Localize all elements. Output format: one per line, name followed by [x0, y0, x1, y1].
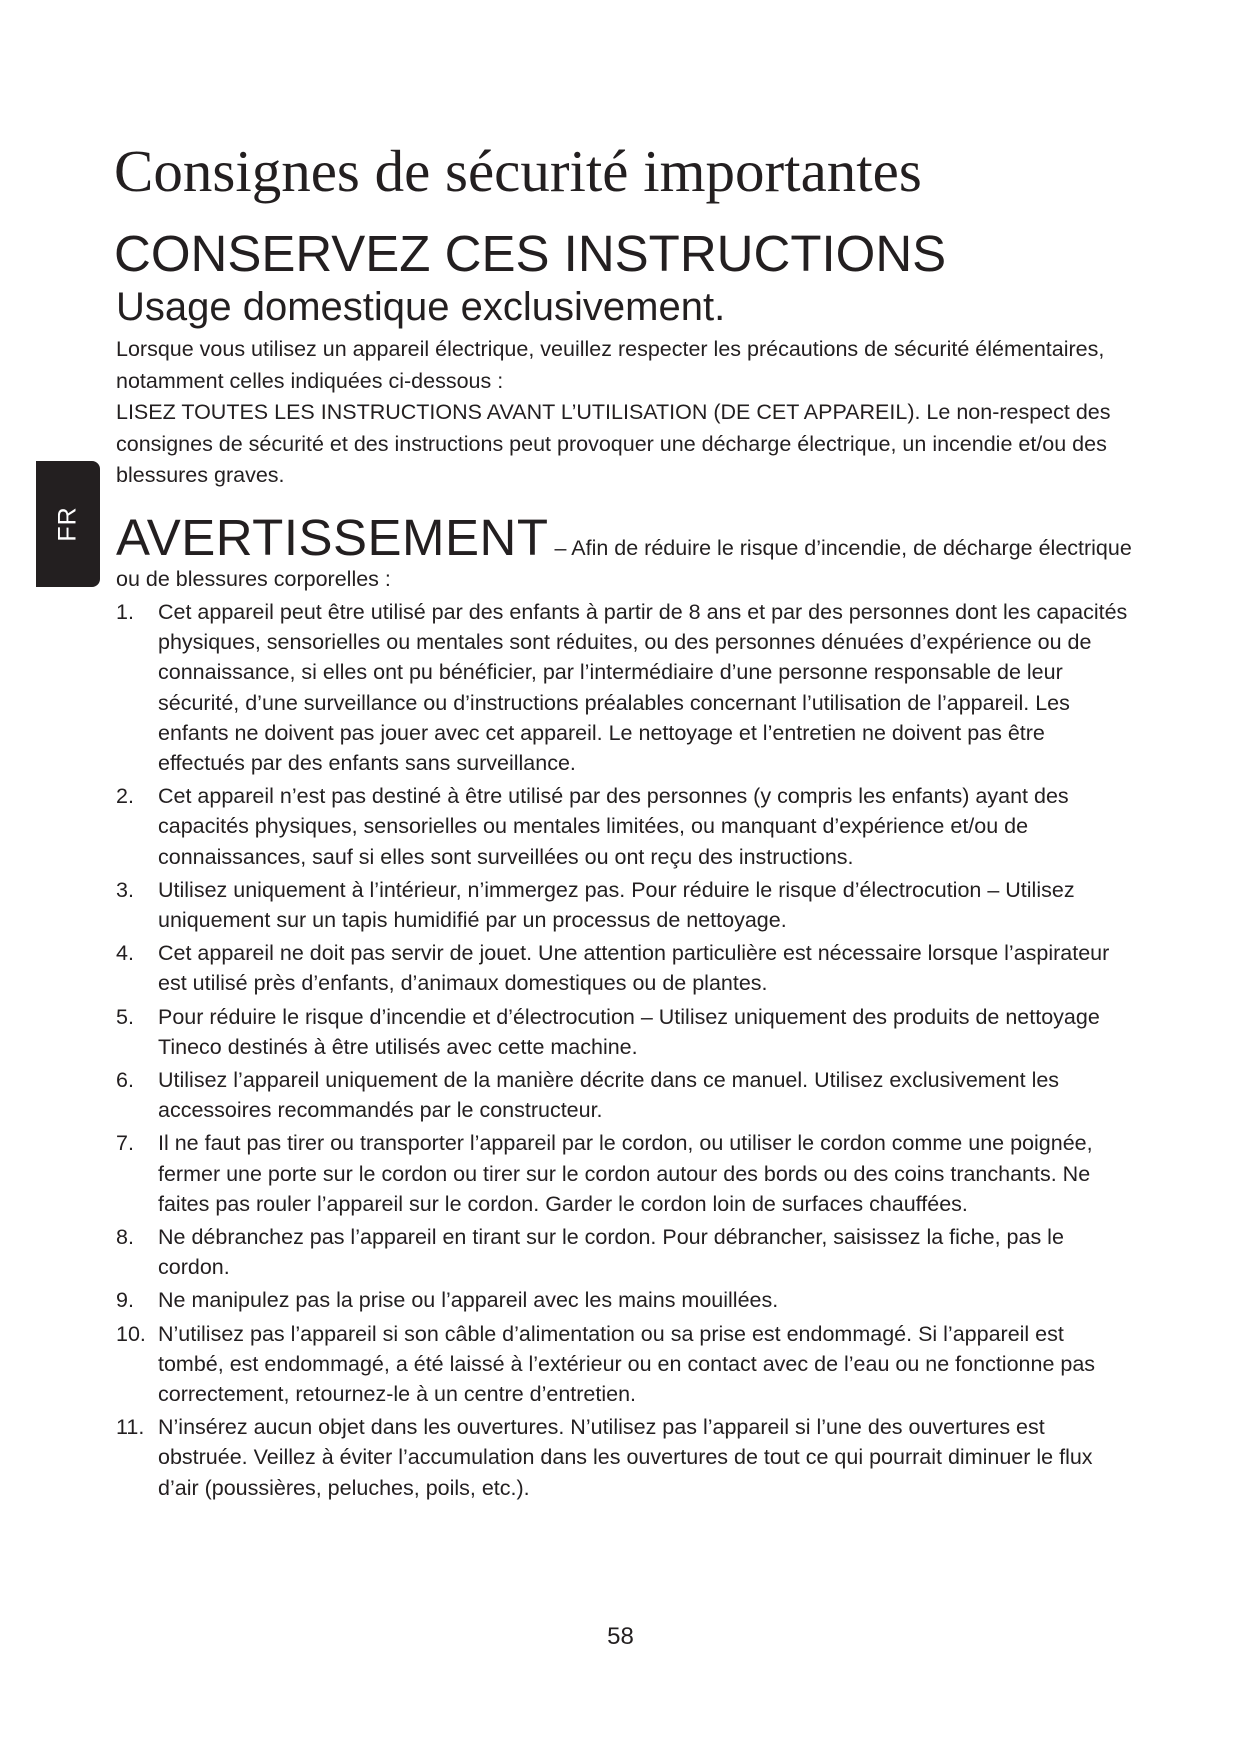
list-item-number: 8. [116, 1225, 134, 1250]
language-tab [36, 461, 100, 587]
page-number: 58 [607, 1623, 634, 1650]
list-item-text: Ne débranchez pas l’appareil en tirant sur le cordon. Pour débrancher, saisissez la fiche, pas le cordon. [158, 1225, 1064, 1280]
list-item-text: Pour réduire le risque d’incendie et d’électrocution – Utilisez uniquement des produits de nettoyage Tineco destinés à être utilisés avec cette machine. [158, 1004, 1100, 1059]
list-item-number: 9. [116, 1288, 134, 1313]
list-item [116, 1285, 1128, 1315]
list-item-number: 10. [116, 1321, 146, 1346]
list-item [116, 597, 1128, 778]
language-tab-label: FR [53, 506, 82, 542]
list-item-number: 3. [116, 877, 134, 902]
list-item-text: N’utilisez pas l’appareil si son câble d’alimentation ou sa prise est endommagé. Si l’appareil est tombé, est endommagé, a été laissé à l’extérieur ou en contact avec de l’eau ou ne fonctionne pas correctement, retournez-le à un centre d’entretien. [158, 1321, 1096, 1407]
usage-note: Usage domestique exclusivement. [116, 285, 726, 329]
warning-paragraph [116, 509, 1156, 595]
warning-text: – Afin de réduire le risque d’incendie, de décharge électrique ou de blessures corporelles : [116, 536, 1132, 591]
list-item-text: N’insérez aucun objet dans les ouvertures. N’utilisez pas l’appareil si l’une des ouvertures est obstruée. Veillez à éviter l’accumulation dans les ouvertures de tout ce qui pourrait diminuer le flux d’air (poussières, peluches, poils, etc.). [158, 1415, 1093, 1500]
intro-paragraph-1: Lorsque vous utilisez un appareil électrique, veuillez respecter les précautions de sécurité élémentaires, notamment celles indiquées ci-dessous : [116, 337, 1105, 393]
intro-paragraph-2: LISEZ TOUTES LES INSTRUCTIONS AVANT L’UTILISATION (DE CET APPAREIL). Le non-respect des consignes de sécurité et des instructions peut provoquer une décharge électrique, un incendie et/ou des blessures graves. [116, 400, 1111, 487]
section-heading: CONSERVEZ CES INSTRUCTIONS [114, 225, 947, 282]
list-item [116, 1222, 1128, 1282]
list-item [116, 875, 1128, 935]
list-item [116, 1002, 1128, 1062]
list-item-text: Utilisez uniquement à l’intérieur, n’immergez pas. Pour réduire le risque d’électrocution – Utilisez uniquement sur un tapis humidifié par un processus de nettoyage. [158, 877, 1075, 933]
list-item-number: 6. [116, 1068, 134, 1093]
list-item-number: 2. [116, 784, 134, 809]
list-item-number: 4. [116, 941, 134, 966]
list-item-number: 7. [116, 1131, 134, 1156]
list-item-text: Cet appareil n’est pas destiné à être utilisé par des personnes (y compris les enfants) ayant des capacités physiques, sensorielles ou mentales limitées, ou manquant d’expérience et/ou de connaissances, sauf si elles sont surveillées ou ont reçu des instructions. [158, 784, 1069, 869]
list-item [116, 781, 1128, 872]
intro-text [116, 334, 1146, 492]
list-item [116, 1128, 1128, 1219]
list-item-text: Ne manipulez pas la prise ou l’appareil avec les mains mouillées. [158, 1288, 779, 1313]
list-item [116, 938, 1128, 998]
list-item-text: Il ne faut pas tirer ou transporter l’appareil par le cordon, ou utiliser le cordon comme une poignée, fermer une porte sur le cordon ou tirer sur le cordon autour des bords ou des coins tranchants. Ne faites pas rouler l’appareil sur le cordon. Garder le cordon loin de surfaces chauffées. [158, 1131, 1093, 1216]
warning-heading: AVERTISSEMENT [116, 509, 549, 566]
list-item-text: Utilisez l’appareil uniquement de la manière décrite dans ce manuel. Utilisez exclusivement les accessoires recommandés par le constructeur. [158, 1068, 1060, 1123]
list-item-text: Cet appareil peut être utilisé par des enfants à partir de 8 ans et par des personnes dont les capacités physiques, sensorielles ou mentales sont réduites, ou des personnes dénuées d’expérience ou de connaissance, si elles ont pu bénéficier, par l’intermédiaire d’une personne responsable de leur sécurité, d’une surveillance ou d’instructions préalables concernant l’utilisation de l’appareil. Les enfants ne doivent pas jouer avec cet appareil. Le nettoyage et l’entretien ne doivent pas être effectués par des enfants sans surveillance. [158, 600, 1128, 776]
safety-list [116, 597, 1128, 1506]
list-item [116, 1065, 1128, 1125]
list-item-number: 1. [116, 600, 134, 624]
list-item-number: 11. [116, 1415, 145, 1440]
list-item [116, 1412, 1128, 1503]
list-item [116, 1319, 1128, 1410]
list-item-text: Cet appareil ne doit pas servir de jouet. Une attention particulière est nécessaire lorsque l’aspirateur est utilisé près d’enfants, d’animaux domestiques ou de plantes. [158, 941, 1110, 996]
page-title: Consignes de sécurité importantes [114, 138, 922, 204]
list-item-number: 5. [116, 1004, 134, 1029]
